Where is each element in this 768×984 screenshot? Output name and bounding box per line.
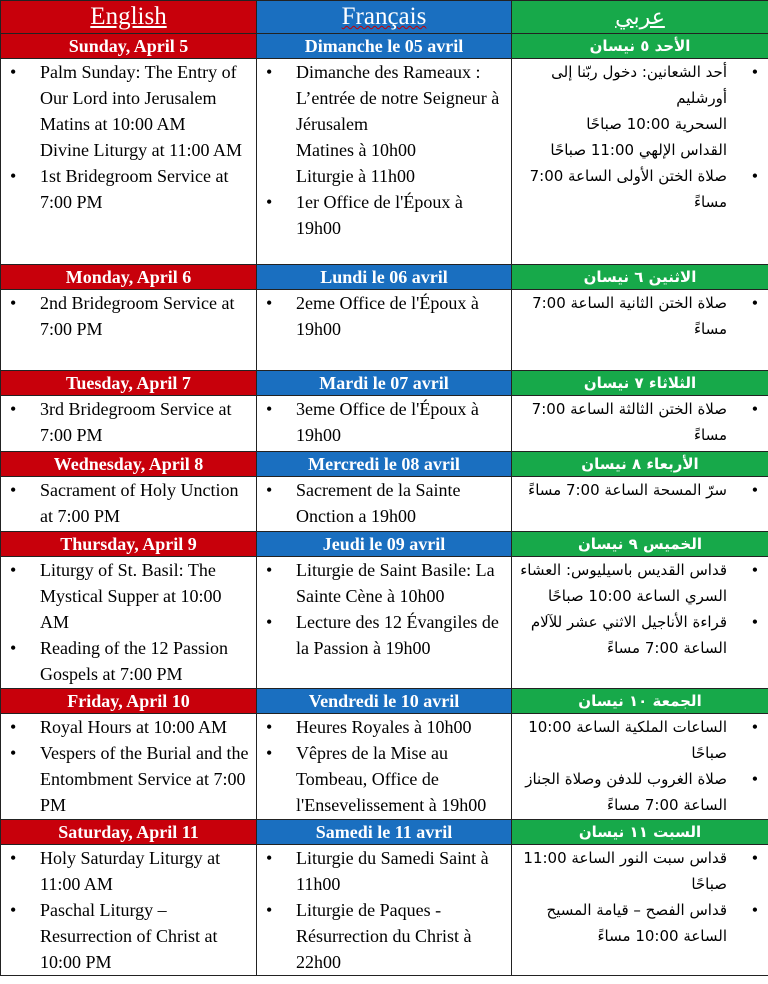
event-text: • Paschal Liturgy – Resurrection of Christ at 10:00 PM xyxy=(40,900,218,972)
event-item xyxy=(512,609,768,661)
events-french xyxy=(257,477,512,532)
day-title-french: Lundi le 06 avril xyxy=(257,265,512,290)
day-title-french: Samedi le 11 avril xyxy=(257,820,512,845)
day-title-french: Jeudi le 09 avril xyxy=(257,532,512,557)
event-text: Matines à 10h00 xyxy=(296,140,416,160)
day-title-english: Thursday, April 9 xyxy=(1,532,257,557)
event-text: • صلاة الختن الثانية الساعة 7:00 مساءً xyxy=(532,294,727,338)
day-title-arabic: الأحد ٥ نيسان xyxy=(512,34,768,59)
event-list xyxy=(1,290,256,342)
day-header-row xyxy=(1,689,768,714)
day-title-arabic: الخميس ٩ نيسان xyxy=(512,532,768,557)
event-list xyxy=(512,396,768,448)
events-arabic xyxy=(512,477,768,532)
event-item xyxy=(512,557,768,609)
event-text: • Reading of the 12 Passion Gospels at 7:00 PM xyxy=(40,638,228,684)
events-english xyxy=(1,845,257,976)
event-list xyxy=(257,557,511,661)
event-text: Divine Liturgy at 11:00 AM xyxy=(40,140,242,160)
events-french xyxy=(257,714,512,820)
event-list xyxy=(1,477,256,529)
event-list xyxy=(257,290,511,342)
event-item xyxy=(512,714,768,766)
event-text: • Liturgie de Paques - Résurrection du Christ à 22h00 xyxy=(296,900,472,972)
event-list xyxy=(1,557,256,687)
event-text: • قداس القديس باسيليوس: العشاء السري الساعة 10:00 صباحًا xyxy=(520,561,727,605)
event-item xyxy=(257,477,511,529)
event-text: • Liturgie de Saint Basile: La Sainte Cène à 10h00 xyxy=(296,560,495,606)
event-text: Matins at 10:00 AM xyxy=(40,114,186,134)
event-item xyxy=(512,396,768,448)
event-list xyxy=(512,477,768,503)
event-item xyxy=(512,290,768,342)
day-title-english: Wednesday, April 8 xyxy=(1,452,257,477)
event-item xyxy=(512,59,768,163)
arabic-header: عربي xyxy=(512,1,768,34)
day-title-arabic: الاثنين ٦ نيسان xyxy=(512,265,768,290)
events-arabic xyxy=(512,714,768,820)
event-text: القداس الإلهي 11:00 صباحًا xyxy=(550,141,727,159)
event-item xyxy=(1,163,256,215)
event-item xyxy=(512,766,768,818)
day-header-row xyxy=(1,532,768,557)
event-list xyxy=(257,396,511,448)
event-item xyxy=(257,897,511,975)
event-item xyxy=(1,290,256,342)
event-text: • 1st Bridegroom Service at 7:00 PM xyxy=(40,166,229,212)
event-list xyxy=(1,845,256,975)
event-item xyxy=(512,163,768,215)
day-title-french: Dimanche le 05 avril xyxy=(257,34,512,59)
event-list xyxy=(1,714,256,818)
day-title-french: Vendredi le 10 avril xyxy=(257,689,512,714)
event-item xyxy=(257,290,511,342)
event-list xyxy=(1,396,256,448)
day-title-english: Saturday, April 11 xyxy=(1,820,257,845)
event-text: • 1er Office de l'Époux à 19h00 xyxy=(296,192,463,238)
event-text: • Palm Sunday: The Entry of Our Lord into Jerusalem xyxy=(40,62,237,108)
day-title-arabic: السبت ١١ نيسان xyxy=(512,820,768,845)
event-item xyxy=(1,897,256,975)
event-text: • Liturgy of St. Basil: The Mystical Supper at 10:00 AM xyxy=(40,560,222,632)
day-title-french: Mardi le 07 avril xyxy=(257,371,512,396)
events-french xyxy=(257,59,512,265)
day-title-arabic: الجمعة ١٠ نيسان xyxy=(512,689,768,714)
day-header-row xyxy=(1,371,768,396)
event-item xyxy=(1,635,256,687)
event-list xyxy=(257,477,511,529)
event-text: • Sacrament of Holy Unction at 7:00 PM xyxy=(40,480,239,526)
event-text: • Dimanche des Rameaux : L’entrée de notre Seigneur à Jérusalem xyxy=(296,62,500,134)
event-text: • Liturgie du Samedi Saint à 11h00 xyxy=(296,848,489,894)
event-item xyxy=(257,740,511,818)
event-item xyxy=(1,59,256,163)
event-item xyxy=(1,557,256,635)
day-header-row xyxy=(1,265,768,290)
event-text: • Vêpres de la Mise au Tombeau, Office de l'Ensevelissement à 19h00 xyxy=(296,743,487,815)
day-header-row xyxy=(1,34,768,59)
event-text: • صلاة الختن الثالثة الساعة 7:00 مساءً xyxy=(531,400,727,444)
event-list xyxy=(512,557,768,661)
day-title-french: Mercredi le 08 avril xyxy=(257,452,512,477)
events-english xyxy=(1,59,257,265)
event-text: Liturgie à 11h00 xyxy=(296,166,415,186)
event-text: • Vespers of the Burial and the Entombment Service at 7:00 PM xyxy=(40,743,249,815)
event-text: • Sacrement de la Sainte Onction a 19h00 xyxy=(296,480,461,526)
day-events-row xyxy=(1,477,768,532)
events-french xyxy=(257,845,512,976)
event-text: السحرية 10:00 صباحًا xyxy=(586,115,727,133)
day-events-row xyxy=(1,396,768,452)
event-text: • 3eme Office de l'Époux à 19h00 xyxy=(296,399,479,445)
event-text: • Heures Royales à 10h00 xyxy=(296,717,472,737)
event-text: • 2nd Bridegroom Service at 7:00 PM xyxy=(40,293,235,339)
day-header-row xyxy=(1,452,768,477)
events-english xyxy=(1,290,257,371)
english-header: English xyxy=(1,1,257,34)
day-title-english: Tuesday, April 7 xyxy=(1,371,257,396)
event-text: • قداس سبت النور الساعة 11:00 صباحًا xyxy=(523,849,727,893)
events-english xyxy=(1,557,257,689)
event-item xyxy=(257,189,511,241)
event-item xyxy=(1,714,256,740)
events-french xyxy=(257,290,512,371)
day-title-arabic: الأربعاء ٨ نيسان xyxy=(512,452,768,477)
day-events-row xyxy=(1,845,768,976)
event-list xyxy=(512,59,768,215)
day-header-row xyxy=(1,820,768,845)
events-french xyxy=(257,557,512,689)
language-header-row xyxy=(1,1,768,34)
event-item xyxy=(257,714,511,740)
event-item xyxy=(257,557,511,609)
event-list xyxy=(257,714,511,818)
events-english xyxy=(1,714,257,820)
events-arabic xyxy=(512,396,768,452)
french-header: Français xyxy=(257,1,512,34)
event-item xyxy=(512,477,768,503)
events-french xyxy=(257,396,512,452)
events-arabic xyxy=(512,59,768,265)
event-text: • قداس الفصح – قيامة المسيح الساعة 10:00 مساءً xyxy=(546,901,727,945)
event-item xyxy=(257,845,511,897)
event-text: • سرّ المسحة الساعة 7:00 مساءً xyxy=(528,481,727,499)
day-title-arabic: الثلاثاء ٧ نيسان xyxy=(512,371,768,396)
event-item xyxy=(512,897,768,949)
event-item xyxy=(1,396,256,448)
events-arabic xyxy=(512,290,768,371)
event-item xyxy=(512,845,768,897)
day-events-row xyxy=(1,290,768,371)
events-english xyxy=(1,477,257,532)
events-arabic xyxy=(512,845,768,976)
events-english xyxy=(1,396,257,452)
event-text: • 2eme Office de l'Époux à 19h00 xyxy=(296,293,479,339)
event-text: • أحد الشعانين: دخول ربّنا إلى أورشليم xyxy=(551,63,727,107)
event-text: • صلاة الختن الأولى الساعة 7:00 مساءً xyxy=(529,167,727,211)
events-arabic xyxy=(512,557,768,689)
day-title-english: Friday, April 10 xyxy=(1,689,257,714)
event-text: • Royal Hours at 10:00 AM xyxy=(40,717,227,737)
event-list xyxy=(257,845,511,975)
event-item xyxy=(1,845,256,897)
day-title-english: Sunday, April 5 xyxy=(1,34,257,59)
event-list xyxy=(512,714,768,818)
day-title-english: Monday, April 6 xyxy=(1,265,257,290)
day-events-row xyxy=(1,59,768,265)
event-text: • قراءة الأناجيل الاثني عشر للآلام الساعة 7:00 مساءً xyxy=(530,613,727,657)
event-item xyxy=(257,59,511,189)
event-text: • Holy Saturday Liturgy at 11:00 AM xyxy=(40,848,221,894)
event-text: • Lecture des 12 Évangiles de la Passion à 19h00 xyxy=(296,612,499,658)
event-list xyxy=(512,845,768,949)
event-text: • 3rd Bridegroom Service at 7:00 PM xyxy=(40,399,232,445)
day-events-row xyxy=(1,714,768,820)
event-list xyxy=(257,59,511,241)
event-list xyxy=(512,290,768,342)
event-text: • الساعات الملكية الساعة 10:00 صباحًا xyxy=(528,718,727,762)
days-body xyxy=(1,34,768,976)
event-text: • صلاة الغروب للدفن وصلاة الجناز الساعة 7:00 مساءً xyxy=(525,770,727,814)
event-item xyxy=(1,740,256,818)
event-list xyxy=(1,59,256,215)
event-item xyxy=(1,477,256,529)
event-item xyxy=(257,396,511,448)
event-item xyxy=(257,609,511,661)
day-events-row xyxy=(1,557,768,689)
